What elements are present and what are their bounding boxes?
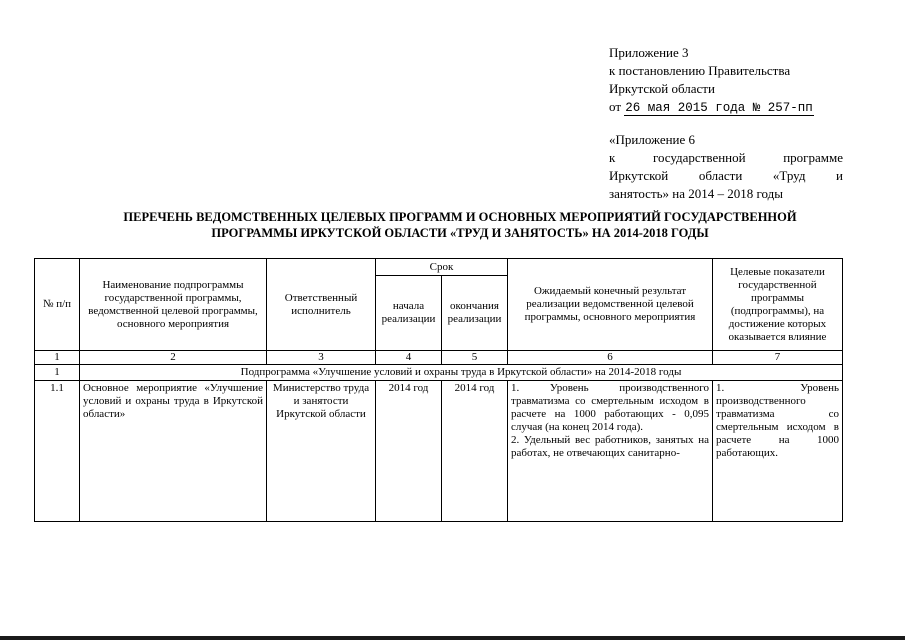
appendix-6-line-2: к государственной программе	[609, 150, 843, 165]
appendix-3-date-line	[609, 98, 814, 117]
column-numbers-row	[35, 351, 843, 365]
header-indicators: Целевые показатели государственной программы (подпрограммы), на достижение которых оказывается влияние	[713, 259, 843, 351]
table-row	[35, 381, 843, 522]
column-number: 7	[713, 351, 843, 365]
subprogram-row	[35, 365, 843, 381]
header-executor: Ответственный исполнитель	[267, 259, 376, 351]
appendix-6-line-3: Иркутской области «Труд и	[609, 168, 843, 183]
document-title-line-1: ПЕРЕЧЕНЬ ВЕДОМСТВЕННЫХ ЦЕЛЕВЫХ ПРОГРАММ И ОСНОВНЫХ МЕРОПРИЯТИЙ ГОСУДАРСТВЕННОЙ	[123, 210, 797, 224]
appendix-6-block	[609, 131, 843, 203]
row-name: Основное мероприятие «Улучшение условий и охраны труда в Иркутской области»	[80, 381, 267, 522]
appendix-3-title: Приложение 3	[609, 45, 689, 60]
programs-table	[34, 258, 843, 522]
resolution-date: 26 мая 2015 года № 257-пп	[625, 101, 813, 115]
appendix-6-line-4: занятость» на 2014 – 2018 годы	[609, 186, 784, 201]
row-end: 2014 год	[442, 381, 508, 522]
column-number: 3	[267, 351, 376, 365]
header-num: № п/п	[35, 259, 80, 351]
header-end: окончания реализации	[442, 276, 508, 351]
row-num: 1.1	[35, 381, 80, 522]
row-executor: Министерство труда и занятости Иркутской области	[267, 381, 376, 522]
row-result-item-1: 1. Уровень производственного травматизма со смертельным исходом в расчете на 1000 работающих - 0,095 случая (на конец 2014 года).	[511, 382, 709, 433]
page-bottom-edge	[0, 636, 905, 640]
row-start: 2014 год	[376, 381, 442, 522]
row-result-item-2: 2. Удельный вес работников, занятых на работах, не отвечающих санитарно-	[511, 434, 709, 459]
header-row	[35, 259, 843, 276]
header-result: Ожидаемый конечный результат реализации ведомственной целевой программы, основного мероприятия	[508, 259, 713, 351]
appendix-3-region: Иркутской области	[609, 81, 715, 96]
appendix-6-title: «Приложение 6	[609, 132, 696, 147]
column-number: 2	[80, 351, 267, 365]
document-title-line-2: ПРОГРАММЫ ИРКУТСКОЙ ОБЛАСТИ «ТРУД И ЗАНЯТОСТЬ» НА 2014-2018 ГОДЫ	[211, 226, 709, 240]
column-number: 4	[376, 351, 442, 365]
column-number: 1	[35, 351, 80, 365]
date-prefix: от	[609, 99, 622, 114]
subprogram-title: Подпрограмма «Улучшение условий и охраны труда в Иркутской области» на 2014-2018 годы	[80, 365, 843, 381]
appendix-3-block	[609, 44, 814, 117]
column-number: 6	[508, 351, 713, 365]
header-term: Срок	[376, 259, 508, 276]
header-name: Наименование подпрограммы государственной программы, ведомственной целевой программы, основного мероприятия	[80, 259, 267, 351]
appendix-3-resolution: к постановлению Правительства	[609, 63, 791, 78]
row-result	[508, 381, 713, 522]
document-title	[80, 209, 840, 241]
row-indicators: 1. Уровень производственного травматизма со смертельным исходом в расчете на 1000 работающих.	[713, 381, 843, 522]
subprogram-num: 1	[35, 365, 80, 381]
column-number: 5	[442, 351, 508, 365]
header-start: начала реализации	[376, 276, 442, 351]
